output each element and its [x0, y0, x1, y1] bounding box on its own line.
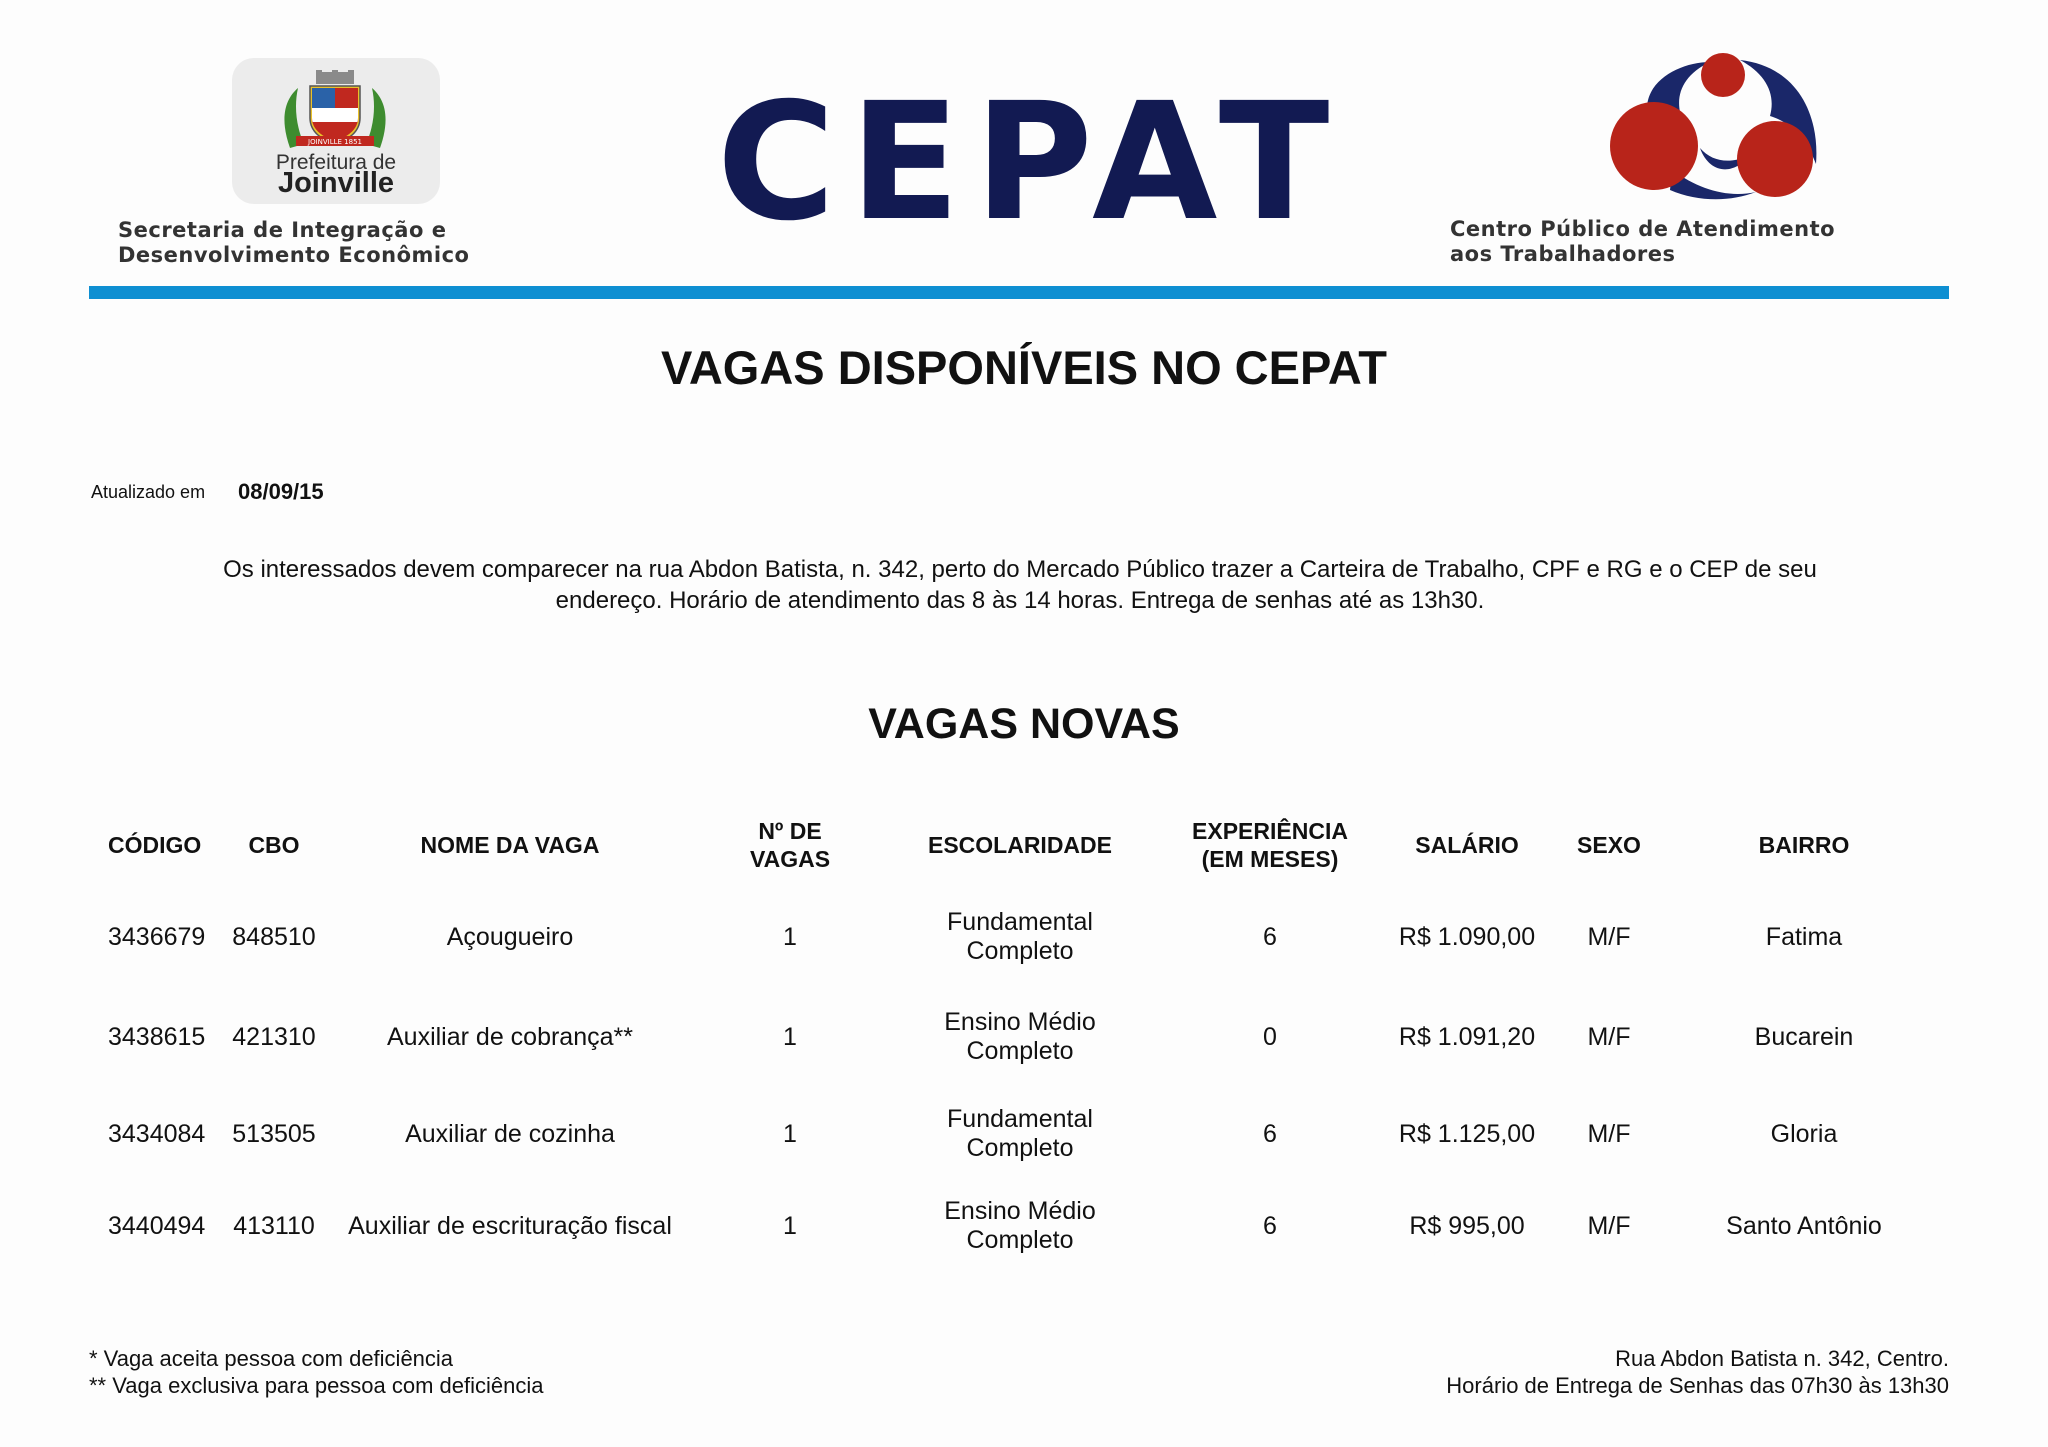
cell-escolaridade: Fundamental Completo: [947, 1105, 1093, 1162]
crest-ribbon-text: JOINVILLE 1851: [308, 138, 362, 146]
centro-publico-label: [1450, 217, 1970, 267]
section-title: VAGAS NOVAS: [868, 700, 1180, 748]
cell-cbo: 421310: [232, 1022, 316, 1051]
cell-sexo: M/F: [1587, 922, 1631, 951]
centro-publico-logo-icon: [1580, 52, 1830, 208]
cell-salario: R$ 995,00: [1409, 1211, 1525, 1240]
updated-date: 08/09/15: [238, 479, 324, 504]
joinville-crest-icon: [270, 70, 400, 152]
cell-escolaridade: Ensino Médio Completo: [944, 1008, 1096, 1065]
secretaria-line1: Secretaria de Integração e: [118, 218, 447, 242]
cell-sexo: M/F: [1587, 1211, 1631, 1240]
cell-sexo: M/F: [1587, 1119, 1631, 1148]
header-sexo: SEXO: [1577, 832, 1641, 858]
header-cbo: CBO: [248, 832, 300, 858]
footer-notes: [89, 1345, 544, 1399]
cell-experiencia: 6: [1263, 1119, 1277, 1148]
cell-salario: R$ 1.091,20: [1398, 1022, 1536, 1051]
secretaria-label: [118, 218, 588, 268]
cell-bairro: Gloria: [1770, 1119, 1838, 1148]
joinville-logo-line2: Joinville: [277, 167, 395, 199]
table-row: [96, 882, 1930, 992]
header-experiencia: [1146, 808, 1394, 882]
cell-experiencia: 0: [1263, 1022, 1277, 1051]
instructions-line2: endereço. Horário de atendimento das 8 às 14 horas. Entrega de senhas até as 13h30.: [555, 587, 1485, 614]
jobs-table: [96, 808, 1930, 1266]
cell-codigo: 3434084: [108, 1119, 206, 1148]
cell-bairro: Bucarein: [1754, 1022, 1854, 1051]
cell-nome-da-vaga: Auxiliar de cobrança**: [387, 1022, 633, 1051]
cell-numero-vagas: 1: [783, 1211, 797, 1240]
footnote-pcd-accepted: * Vaga aceita pessoa com deficiência: [89, 1346, 454, 1371]
footer-address-line: Rua Abdon Batista n. 342, Centro.: [1615, 1346, 1949, 1371]
secretaria-line2: Desenvolvimento Econômico: [118, 243, 470, 267]
cell-numero-vagas: 1: [783, 922, 797, 951]
table-row: [96, 992, 1930, 1082]
instructions-line1: Os interessados devem comparecer na rua Abdon Batista, n. 342, perto do Mercado Público trazer a Carteira de Trabalho, CPF e RG e o CEP de seu: [223, 556, 1817, 583]
table-row: [96, 1082, 1930, 1186]
cell-nome-da-vaga: Açougueiro: [446, 922, 574, 951]
instructions-text: [100, 554, 1940, 616]
cell-cbo: 848510: [232, 922, 316, 951]
cell-experiencia: 6: [1263, 922, 1277, 951]
header-bairro: BAIRRO: [1758, 832, 1850, 858]
cell-codigo: 3440494: [108, 1211, 206, 1240]
header-numero-vagas: [686, 808, 894, 882]
header-experiencia-line2: (EM MESES): [1201, 846, 1339, 872]
cell-cbo: 513505: [232, 1119, 316, 1148]
table-row: [96, 1186, 1930, 1266]
header-experiencia-line1: EXPERIÊNCIA: [1192, 818, 1348, 844]
cell-escolaridade: Ensino Médio Completo: [944, 1197, 1096, 1254]
table-header-row: [96, 808, 1930, 882]
header-salario: SALÁRIO: [1415, 832, 1519, 858]
centro-line1: Centro Público de Atendimento: [1450, 217, 1836, 241]
footer-address: [1446, 1345, 1949, 1399]
cell-nome-da-vaga: Auxiliar de escrituração fiscal: [348, 1211, 672, 1240]
cell-experiencia: 6: [1263, 1211, 1277, 1240]
cell-salario: R$ 1.090,00: [1398, 922, 1536, 951]
cell-nome-da-vaga: Auxiliar de cozinha: [405, 1119, 615, 1148]
updated-label: Atualizado em: [91, 482, 206, 502]
header-codigo: CÓDIGO: [108, 832, 202, 858]
footer-hours-line: Horário de Entrega de Senhas das 07h30 às 13h30: [1446, 1373, 1949, 1398]
cell-sexo: M/F: [1587, 1022, 1631, 1051]
header-numero-vagas-line2: VAGAS: [749, 846, 831, 872]
cell-numero-vagas: 1: [783, 1119, 797, 1148]
header-nome-da-vaga: NOME DA VAGA: [420, 832, 600, 858]
footnote-pcd-exclusive: ** Vaga exclusiva para pessoa com deficiência: [89, 1373, 544, 1398]
cell-bairro: Santo Antônio: [1726, 1211, 1882, 1240]
cell-bairro: Fatima: [1765, 922, 1843, 951]
cepat-wordmark: CEPAT: [716, 69, 1344, 257]
header-numero-vagas-line1: Nº DE: [758, 818, 822, 844]
header-divider: [89, 286, 1949, 299]
cell-cbo: 413110: [233, 1211, 315, 1240]
header-escolaridade: ESCOLARIDADE: [927, 832, 1112, 858]
joinville-logo-line1: Prefeitura de: [275, 151, 397, 174]
cell-escolaridade: Fundamental Completo: [947, 908, 1093, 965]
cell-numero-vagas: 1: [783, 1022, 797, 1051]
cell-salario: R$ 1.125,00: [1398, 1119, 1536, 1148]
cell-codigo: 3438615: [108, 1022, 206, 1051]
centro-line2: aos Trabalhadores: [1450, 242, 1676, 266]
cell-codigo: 3436679: [108, 922, 206, 951]
page-title: VAGAS DISPONÍVEIS NO CEPAT: [661, 341, 1387, 394]
